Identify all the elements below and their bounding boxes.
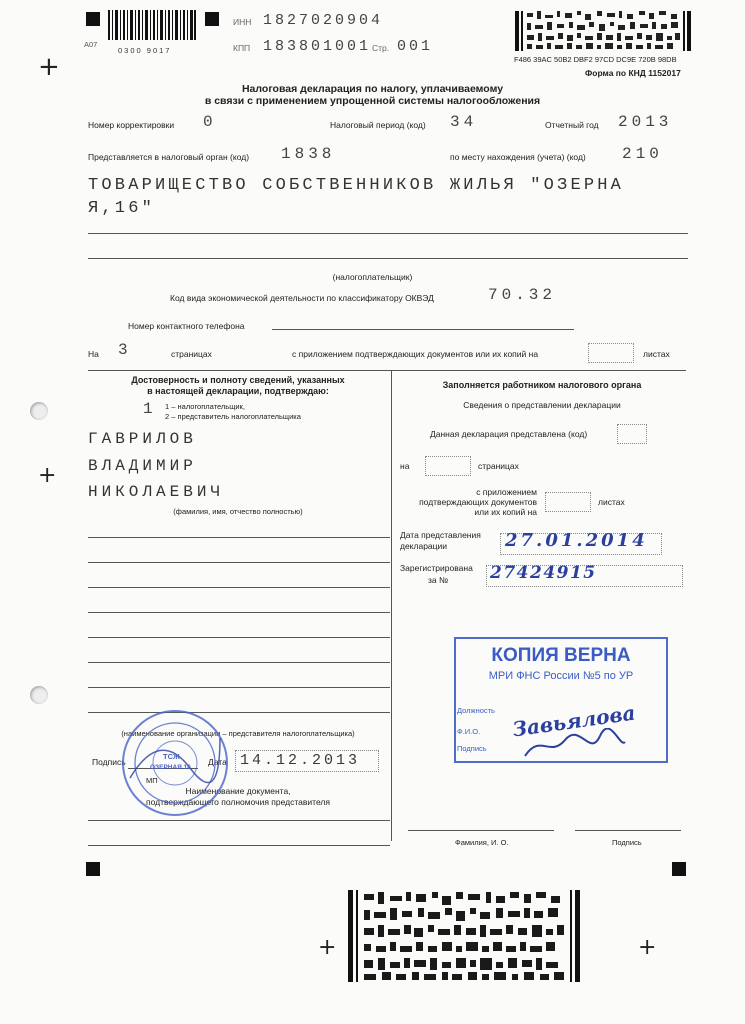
right-fio-line [408,830,554,831]
right-attach-2: подтверждающих документов [419,497,537,507]
phone-line [272,329,574,330]
phone-label: Номер контактного телефона [128,321,245,331]
seal-center-1: ТСЖ [163,752,180,761]
doc-line-b [88,845,390,846]
stamp-title: КОПИЯ ВЕРНА [491,645,631,666]
confirm-line2: в настоящей декларации, подтверждаю: [147,386,329,396]
marker-bottom-left [86,862,100,876]
marker-top-mid [205,12,219,26]
organ-value: 1838 [281,145,336,163]
title-line2: в связи с применением упрощенной системы налогообложения [204,95,541,107]
location-value: 210 [622,145,663,163]
pages-on-label: На [88,349,99,359]
stamp-org: МРИ ФНС России №5 по УР [488,670,634,682]
right-date-label-1: Дата представления [400,530,481,540]
right-sign-label: Подпись [612,838,642,847]
reg-label-1: Зарегистрирована [400,563,473,573]
column-divider [391,371,392,841]
pages-label: страницах [171,349,212,359]
inn-label: ИНН [233,17,252,27]
signer-surname: ГАВРИЛОВ [88,430,197,448]
period-label: Налоговый период (код) [330,120,426,130]
confirm-line1: Достоверность и полноту сведений, указанных [131,375,345,385]
right-sub: Сведения о представлении декларации [463,400,621,410]
page-label: Стр. [372,43,390,53]
correction-value: 0 [203,113,217,131]
period-value: 34 [450,113,478,131]
right-attach-3: или их копий на [474,507,537,517]
org-line-3 [88,587,390,588]
okved-value: 70.32 [488,286,557,304]
org-line-6 [88,662,390,663]
stamp-handwriting: Завьялова [510,700,637,742]
location-label: по месту нахождения (учета) (код) [450,152,586,162]
reg-value: 27424915 [490,563,597,583]
year-label: Отчетный год [545,120,599,130]
barcode-number: 0300 9017 [118,46,172,55]
org-caption: (наименование организации – представителя налогоплательщика) [121,729,355,738]
seal-center-2: ОЗЕРНАЯ 16 [150,764,191,771]
taxpayer-caption: (налогоплательщик) [332,272,413,282]
right-sheets-label: листах [598,497,625,507]
right-attach-1: с приложением [476,487,537,497]
right-date-value: 27.01.2014 [505,530,648,551]
page-value: 001 [397,38,434,55]
name-line-1 [88,233,688,234]
right-on-label: на [400,461,410,471]
marker-top-left [86,12,100,26]
pages-value: 3 [118,341,132,359]
registration-cross-bottom-right: + [638,935,657,960]
barcode-2d-bottom [348,890,580,982]
org-line-5 [88,637,390,638]
date-value: 14.12.2013 [240,752,361,769]
signer-patronymic: НИКОЛАЕВИЧ [88,483,225,501]
fio-caption: (фамилия, имя, отчество полностью) [173,507,303,516]
stamp-sign: Подпись [457,744,487,753]
taxpayer-name-line1: ТОВАРИЩЕСТВО СОБСТВЕННИКОВ ЖИЛЬЯ "ОЗЕРНА [88,176,625,195]
form-code-a07: A07 [84,40,98,49]
section-divider [88,370,686,371]
confirm-code: 1 [143,400,157,418]
organization-seal [120,708,230,818]
stamp-fio: Ф.И.О. [457,727,481,736]
presented-box [617,424,647,444]
handwritten-mark: + [38,52,60,82]
mp-label: МП [146,776,158,785]
registration-cross-bottom-left: + [318,935,337,960]
org-line-2 [88,562,390,563]
barcode-2d-top [515,11,691,51]
date-label: Дата [208,757,227,767]
barcode-left [108,10,196,40]
punch-hole-bottom [30,686,48,704]
right-pages-label: страницах [478,461,519,471]
correction-label: Номер корректировки [88,120,175,130]
marker-bottom-right [672,862,686,876]
kpp-value: 183801001 [263,38,372,55]
confirm-option2: 2 – представитель налогоплательщика [165,412,301,421]
taxpayer-name-line2: Я,16" [88,199,156,218]
inn-value: 1827020904 [263,12,384,29]
kpp-label: КПП [233,43,251,53]
organ-label: Представляется в налоговый орган (код) [88,152,250,162]
registration-cross-left: + [38,463,57,488]
right-heading: Заполняется работником налогового органа [442,380,642,390]
attach-label: с приложением подтверждающих документов или их копий на [292,349,539,359]
title-line1: Налоговая декларация по налогу, уплачиваемому [241,83,504,95]
form-knd: Форма по КНД 1152017 [585,68,681,78]
year-value: 2013 [618,113,673,131]
org-line-1 [88,537,390,538]
sheets-label: листах [643,349,670,359]
right-sheets-box [545,492,591,512]
stamp-position: Должность [457,706,495,715]
right-fio-label: Фамилия, И. О. [455,838,509,847]
stamp-signature [520,728,630,764]
attach-sheets-box [588,343,634,363]
right-sign-line [575,830,681,831]
hash-code: F486 39AC 50B2 DBF2 97CD DC9E 720B 98DB [514,55,677,64]
okved-label: Код вида экономической деятельности по классификатору ОКВЭД [170,293,434,303]
confirm-option1: 1 – налогоплательщик, [165,402,245,411]
org-line-7 [88,687,390,688]
signer-firstname: ВЛАДИМИР [88,457,197,475]
doc-line-a [88,820,390,821]
doc-line2: подтверждающего полномочия представителя [146,797,330,807]
name-line-2 [88,258,688,259]
right-pages-box [425,456,471,476]
right-date-label-2: декларации [400,541,448,551]
org-line-4 [88,612,390,613]
sign-label: Подпись [92,757,126,767]
presented-label: Данная декларация представлена (код) [430,429,588,439]
doc-line1: Наименование документа, [185,786,291,796]
punch-hole-top [30,402,48,420]
reg-label-2: за № [428,575,449,585]
